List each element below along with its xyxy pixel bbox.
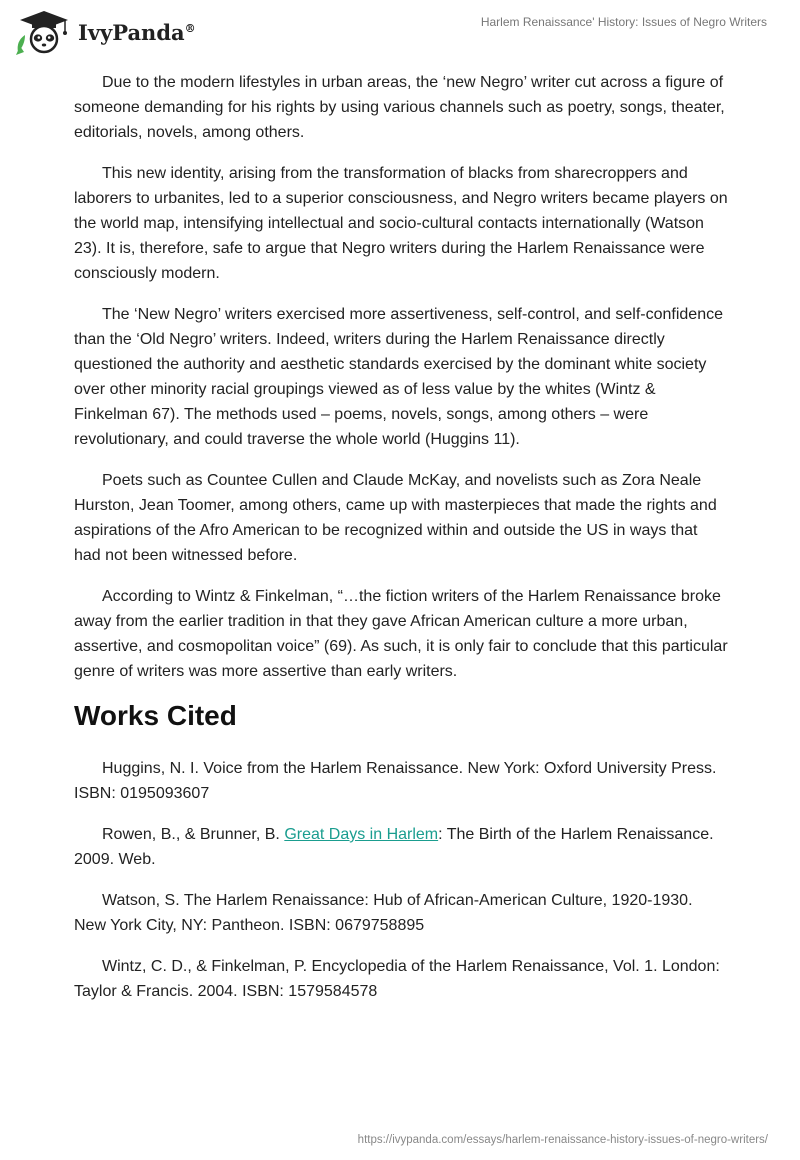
page-header <box>0 0 800 60</box>
registered-mark: ® <box>184 22 196 35</box>
brand-name[interactable]: IvyPanda® <box>78 20 196 45</box>
body-paragraph: This new identity, arising from the transformation of blacks from sharecroppers and laborers to urbanites, led to a superior consciousness, and Negro writers became players on the world map, intensifying intellectual and socio-cultural contacts internationally (Watson 23). It is, therefore, safe to argue that Negro writers during the Harlem Renaissance were consciously modern. <box>74 165 728 282</box>
citation-entry: Wintz, C. D., & Finkelman, P. Encyclopedia of the Harlem Renaissance, Vol. 1. London: Taylor & Francis. 2004. ISBN: 1579584578 <box>74 958 720 1000</box>
citation-entry: Watson, S. The Harlem Renaissance: Hub of African-American Culture, 1920-1930. New York City, NY: Pantheon. ISBN: 0679758895 <box>74 892 693 934</box>
citation-entry: Huggins, N. I. Voice from the Harlem Renaissance. New York: Oxford University Press. ISBN: 0195093607 <box>74 760 717 802</box>
source-url[interactable]: https://ivypanda.com/essays/harlem-renaissance-history-issues-of-negro-writers/ <box>357 1134 768 1146</box>
citation-text: : The Birth of the Harlem Renaissance. 2009. Web. <box>74 826 714 868</box>
body-paragraph: The ‘New Negro’ writers exercised more assertiveness, self-control, and self-confidence than the ‘Old Negro’ writers. Indeed, writers during the Harlem Renaissance directly questioned the authority and aesthetic standards exercised by the dominant white society over other minority racial groupings viewed as of less value by the whites (Wintz & Finkelman 67). The methods used – poems, novels, songs, among others – were revolutionary, and could traverse the whole world (Huggins 11). <box>74 306 723 448</box>
ivypanda-logo-icon[interactable] <box>12 8 72 56</box>
body-paragraph: Poets such as Countee Cullen and Claude McKay, and novelists such as Zora Neale Hurston, Jean Toomer, among others, came up with masterpieces that made the rights and aspirations of the Afro American to be recognized within and outside the US in ways that had not been witnessed before. <box>74 472 717 564</box>
citation-entry <box>74 822 728 872</box>
document-title: Harlem Renaissance' History: Issues of Negro Writers <box>480 15 767 29</box>
great-days-in-harlem-link[interactable]: Great Days in Harlem <box>284 826 439 843</box>
essay-content <box>74 70 728 1020</box>
body-paragraph: According to Wintz & Finkelman, “…the fiction writers of the Harlem Renaissance broke away from the earlier tradition in that they gave African American culture a more urban, assertive, and cosmopolitan voice” (69). As such, it is only fair to conclude that this particular genre of writers was more assertive than early writers. <box>74 588 728 680</box>
works-cited-heading: Works Cited <box>74 700 237 731</box>
citation-text: Rowen, B., & Brunner, B. <box>102 826 285 843</box>
body-paragraph: Due to the modern lifestyles in urban areas, the ‘new Negro’ writer cut across a figure of someone demanding for his rights by using various channels such as poetry, songs, theater, editorials, novels, among others. <box>74 74 725 141</box>
